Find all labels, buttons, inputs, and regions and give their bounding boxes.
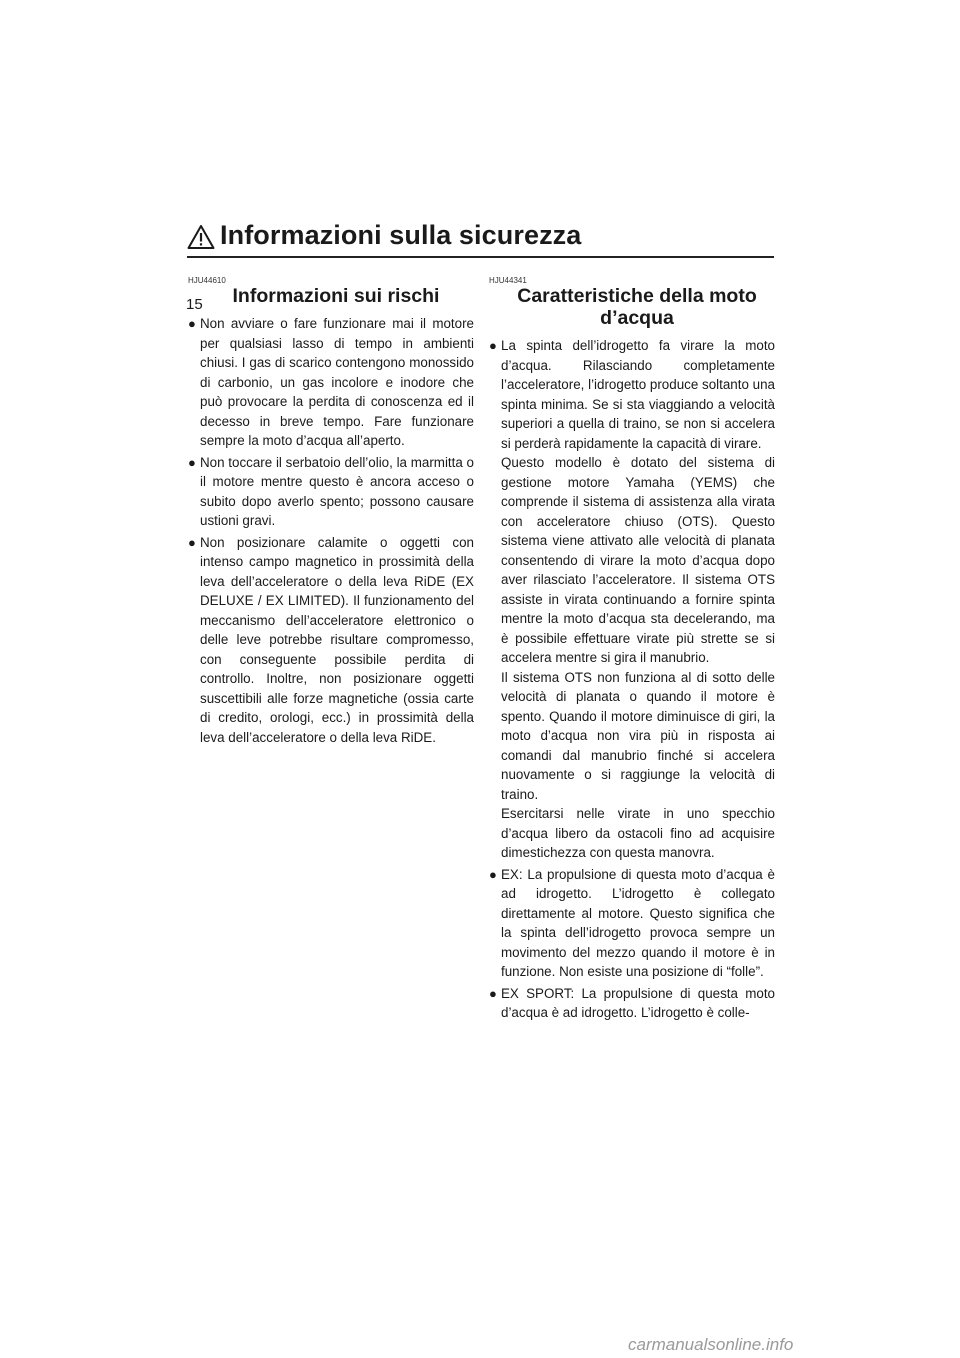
section-title-line: d’acqua — [600, 307, 674, 329]
bullet-icon: ● — [489, 866, 497, 882]
bullet-list — [188, 314, 474, 747]
list-item: ● Non avviare o fare funzionare mai il motore per qualsiasi lasso di tempo in ambienti chiusi. I gas di scarico contengono monossido di carbonio, un gas incolore e inodore che può provocare la perdita di conoscenza ed il decesso in breve tempo. Fare funzionare sempre la moto d’acqua all’aperto. — [188, 316, 474, 448]
list-item: ● La spinta dell’idrogetto fa virare la moto d’acqua. Rilasciando completamente l’acceleratore, l’idrogetto produce soltanto una spinta minima. Se si sta viaggiando a velocità superiori a quella di traino, se non si accelera si perderà rapidamente la capacità di virare. Questo modello è dotato del sistema di gestione motore Yamaha (YEMS) che comprende il sistema di assistenza alla virata con acceleratore chiuso (OTS). Questo sistema viene attivato alle velocità di planata consentendo di virare la moto d’acqua dopo aver rilasciato l’acceleratore. Il sistema OTS assiste in virata continuando a fornire spinta mentre la moto d’acqua sta decelerando, ma è possibile effettuare virate più strette se si accelera mentre si gira il manubrio. Il sistema OTS non funziona al di sotto delle velocità di planata o quando il motore è spento. Quando il motore diminuisce di giri, la moto d’acqua non vira più in risposta ai comandi dal manubrio finché si accelera nuovamente o si raggiunge la velocità di traino. Esercitarsi nelle virate in uno specchio d’acqua libero da ostacoli fino ad acquisire dimestichezza con questa manovra. — [489, 338, 775, 860]
bullet-icon: ● — [188, 316, 196, 331]
section-title-line: Caratteristiche della moto — [517, 285, 757, 307]
section-title: Informazioni sui rischi — [232, 285, 440, 307]
page-number: 15 — [186, 296, 203, 313]
section-title — [489, 285, 775, 329]
section-code: HJU44610 — [188, 276, 226, 285]
list-item: ● EX SPORT: La propulsione di questa moto d’acqua è ad idrogetto. L’idrogetto è colle- — [489, 985, 775, 1020]
bullet-icon: ● — [489, 338, 497, 353]
list-item: ● Non posizionare calamite o oggetti con intenso campo magnetico in prossimità della leva dell’acceleratore o della leva RiDE (EX DELUXE / EX LIMITED). Il funzionamento del meccanismo dell’acceleratore elettronico o delle leve potrebbe risultare compromesso, con conseguente possibile perdita di controllo. Inoltre, non posizionare oggetti suscettibili alle forze magnetiche (ossia carte di credito, orologi, ecc.) in prossimità della leva dell’acceleratore o della leva RiDE. — [188, 534, 474, 745]
left-column — [188, 276, 474, 749]
watermark-url: carmanualsonline.info — [628, 1335, 794, 1354]
page-header — [187, 222, 774, 258]
bullet-icon: ● — [188, 534, 196, 550]
bullet-icon: ● — [188, 454, 196, 470]
section-code: HJU44341 — [489, 276, 527, 285]
page-title: Informazioni sulla sicurezza — [220, 220, 582, 250]
warning-triangle-icon — [187, 224, 215, 250]
right-column — [489, 276, 775, 1025]
bullet-icon: ● — [489, 985, 497, 1001]
bullet-list — [489, 336, 775, 1023]
list-item: ● EX: La propulsione di questa moto d’acqua è ad idrogetto. L’idrogetto è collegato direttamente al motore. Questo significa che la spinta dell’idrogetto provoca sempre un movimento del mezzo quando il motore è in funzione. Non esiste una posizione di “folle”. — [489, 866, 775, 979]
list-item: ● Non toccare il serbatoio dell’olio, la marmitta o il motore mentre questo è ancora acceso o subito dopo averlo spento; possono causare ustioni gravi. — [188, 454, 474, 528]
